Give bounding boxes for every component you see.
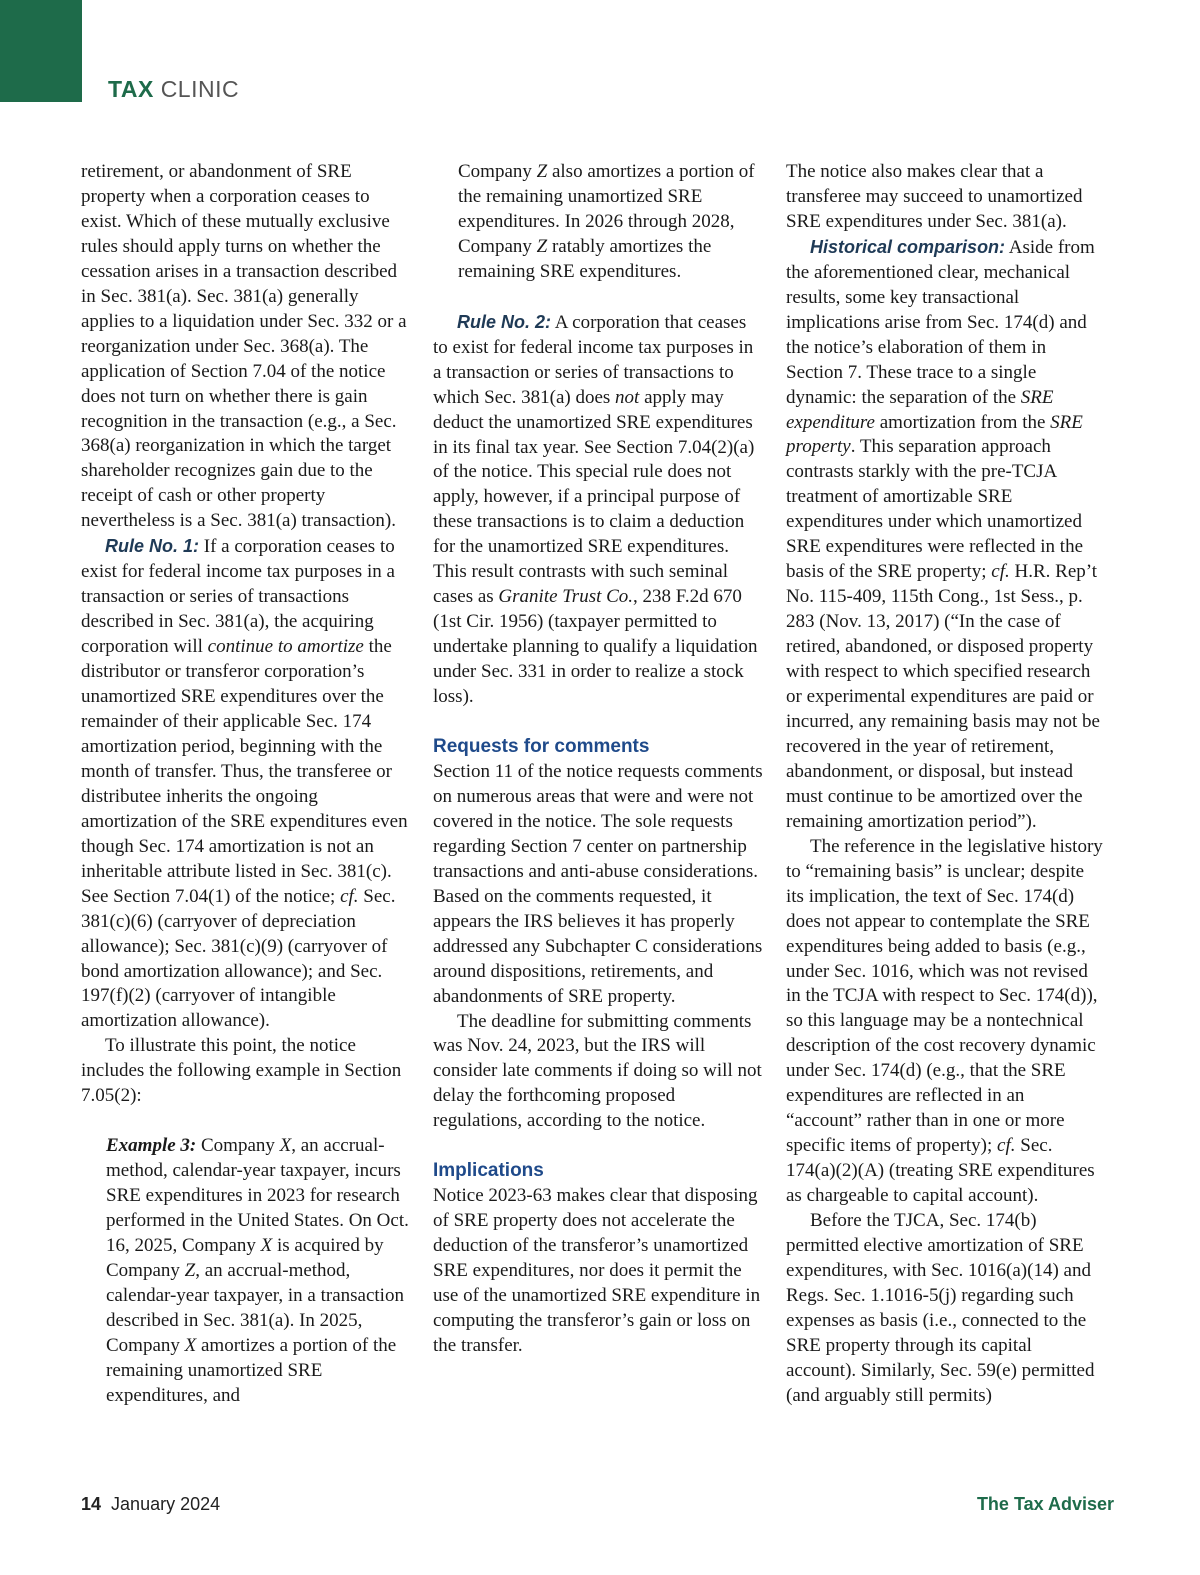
column-3 [786,160,1104,1409]
header-color-block [0,0,82,102]
issue-date: January 2024 [111,1494,221,1514]
column-2 [433,160,763,1359]
paragraph: To illustrate this point, the notice includes the following example in Section 7.05(2): [81,1035,402,1107]
paragraph: Section 11 of the notice requests comments on numerous areas that were and were not covered in the notice. The sole requests regarding Section 7 center on partnership transactions and anti-abuse considerations. Based on the comments requested, it appears the IRS believes it has properly addressed any Subchapter C considerations around dispositions, retirements, and abandonments of SRE property. [433,760,763,1007]
paragraph: The notice also makes clear that a transferee may succeed to unamortized SRE expenditures under Sec. 381(a). [786,161,1083,232]
section-title-light: CLINIC [160,76,240,102]
historical-comparison-paragraph: Historical comparison: Aside from the aforementioned clear, mechanical results, some key transactional implications arise from Sec. 174(d) and the notice’s elaboration of them in Section 7. These trace to a single dynamic: the separation of the SRE expenditure amortization from the SRE property. This separation approach contrasts starkly with the pre-TCJA treatment of amortizable SRE expenditures under which unamortized SRE expenditures were reflected in the basis of the SRE property; cf. H.R. Rep’t No. 115-409, 115th Cong., 1st Sess., p. 283 (Nov. 13, 2017) (“In the case of retired, abandoned, or disposed property with respect to which specified research or experimental expenditures are paid or incurred, any remaining basis may not be recovered in the year of retirement, abandonment, or disposal, but instead must continue to be amortized over the remaining amortization period”). [786,236,1100,832]
page-number: 14 [81,1494,102,1514]
example-3-continued: Company Z also amortizes a portion of the remaining unamortized SRE expenditures. In 2026 through 2028, Company Z ratably amortizes the remaining SRE expenditures. [458,161,755,282]
column-1 [81,160,409,1409]
paragraph: Notice 2023-63 makes clear that disposing of SRE property does not accelerate the deduction of the transferor’s unamortized SRE expenditures, nor does it permit the use of the unamortized SRE expenditure in computing the transferor’s gain or loss on the transfer. [433,1185,761,1356]
paragraph: The deadline for submitting comments was Nov. 24, 2023, but the IRS will consider late comments if doing so will not delay the forthcoming proposed regulations, according to the notice. [433,1010,762,1132]
rule-1-paragraph: Rule No. 1: If a corporation ceases to exist for federal income tax purposes in a transaction or series of transactions described in Sec. 381(a), the acquiring corporation will continue to amortize the distributor or transferor corporation’s unamortized SRE expenditures over the remainder of their applicable Sec. 174 amortization period, beginning with the month of transfer. Thus, the transferee or distributee inherits the ongoing amortization of the SRE expenditures even though Sec. 174 amortization is not an inheritable attribute listed in Sec. 381(c). See Section 7.04(1) of the notice; cf. Sec. 381(c)(6) (carryover of depreciation allowance); Sec. 381(c)(9) (carryover of bond amortization allowance); and Sec. 197(f)(2) (carryover of intangible amortization allowance). [81,536,408,1032]
example-3-heading: Example 3: [106,1135,197,1157]
rule-2-paragraph: Rule No. 2: A corporation that ceases to exist for federal income tax purposes in a transaction or series of transactions to which Sec. 381(a) does not apply may deduct the unamortized SRE expenditures in its final tax year. See Section 7.04(2)(a) of the notice. This special rule does not apply, however, if a principal purpose of these transactions is to claim a deduction for the unamortized SRE expenditures. This result contrasts with such seminal cases as Granite Trust Co., 238 F.2d 670 (1st Cir. 1956) (taxpayer permitted to undertake planning to qualify a liquidation under Sec. 331 in order to realize a stock loss). [433,311,758,708]
implications-heading: Implications [433,1160,544,1182]
rule-1-heading: Rule No. 1: [105,536,200,557]
paragraph: Before the TJCA, Sec. 174(b) permitted elective amortization of SRE expenditures, with Sec. 1016(a)(14) and Regs. Sec. 1.1016-5(j) regarding such expenses as basis (i.e., connected to the SRE property through its capital account). Similarly, Sec. 59(e) permitted (and arguably still permits) [786,1210,1095,1406]
paragraph: retirement, or abandonment of SRE property when a corporation ceases to exist. Which of these mutually exclusive rules should apply turns on whether the cessation arises in a transaction described in Sec. 381(a). Sec. 381(a) generally applies to a liquidation under Sec. 332 or a reorganization under Sec. 368(a). The application of Section 7.04 of the notice does not turn on whether there is gain recognition in the transaction (e.g., a Sec. 368(a) reorganization in which the target shareholder recognizes gain due to the receipt of cash or other property nevertheless is a Sec. 381(a) transaction). [81,161,407,532]
paragraph: The reference in the legislative history to “remaining basis” is unclear; despite its implication, the text of Sec. 174(d) does not appear to contemplate the SRE expenditures being added to basis (e.g., under Sec. 1016, which was not revised in the TCJA with respect to Sec. 174(d)), so this language may be a nontechnical description of the cost recovery dynamic under Sec. 174(d) (e.g., that the SRE expenditures are reflected in an “account” rather than in one or more specific items of property); cf. Sec. 174(a)(2)(A) (treating SRE expenditures as chargeable to capital account). [786,835,1103,1207]
rule-2-heading: Rule No. 2: [457,311,552,332]
page-footer-left [81,1494,220,1515]
example-3-paragraph: Example 3: Company X, an accrual-method, calendar-year taxpayer, incurs SRE expenditures in 2023 for research performed in the United States. On Oct. 16, 2025, Company X is acquired by Company Z, an accrual-method, calendar-year taxpayer, in a transaction described in Sec. 381(a). In 2025, Company X amortizes a portion of the remaining unamortized SRE expenditures, and [106,1135,409,1406]
section-title [108,76,239,103]
requests-for-comments-heading: Requests for comments [433,736,650,758]
section-title-bold: TAX [108,76,154,102]
historical-comparison-heading: Historical comparison: [810,236,1006,257]
publication-name: The Tax Adviser [976,1494,1114,1514]
